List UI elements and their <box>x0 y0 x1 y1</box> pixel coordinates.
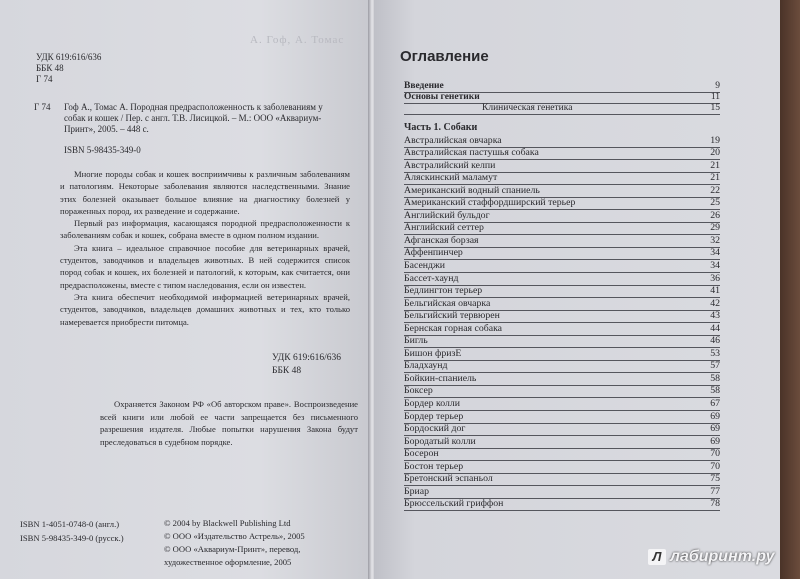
udk-line: УДК 619:616/636 <box>272 353 341 363</box>
left-page <box>0 0 372 579</box>
toc-entry-breed <box>404 474 720 487</box>
toc-entry-label: Аляскинский маламут <box>404 172 498 184</box>
toc-entry-label: Бладхаунд <box>404 360 448 372</box>
table-edge <box>780 0 800 579</box>
udk-line: УДК 619:616/636 <box>36 52 102 62</box>
toc-entry-breed <box>404 298 720 311</box>
toc-entry-page: 32 <box>710 234 720 246</box>
toc-entry-page: 34 <box>710 247 720 259</box>
watermark-text: лабиринт.ру <box>670 548 775 565</box>
copyright-list <box>164 517 305 569</box>
toc-entry-page: 36 <box>710 272 720 284</box>
toc-entry-page: 46 <box>710 335 720 347</box>
toc-entry-label: Английский сеттер <box>404 222 484 234</box>
bbk-line: ББК 48 <box>36 63 64 73</box>
toc-entry-breed <box>404 436 720 449</box>
toc-entry-label: Афганская борзая <box>404 234 479 246</box>
toc-entry-breed <box>404 336 720 349</box>
catalog-isbn: ISBN 5-98435-349-0 <box>64 145 141 155</box>
toc-entry-breed <box>404 148 720 161</box>
toc-entry-page: 77 <box>710 485 720 497</box>
abstract-paragraph: Первый раз информация, касающаяся породной предрасположенности к заболеваниям собак и кошек, собрана вместе в одном полном издании. <box>60 218 350 241</box>
toc-entry-breed <box>404 499 720 512</box>
toc-entry-page: 57 <box>710 360 720 372</box>
toc-entry-breed <box>404 273 720 286</box>
toc-entry-page: 41 <box>710 285 720 297</box>
toc-entry-label: Боксер <box>404 385 433 397</box>
toc-entry-breed <box>404 348 720 361</box>
isbn-russian: ISBN 5-98435-349-0 (русск.) <box>20 533 124 543</box>
toc-entry-page: 42 <box>710 297 720 309</box>
catalog-code: Г 74 <box>34 102 51 112</box>
toc-entry-label: Аффенпинчер <box>404 247 463 259</box>
toc-entry-breed <box>404 486 720 499</box>
toc-entry-page: 69 <box>710 435 720 447</box>
toc-part-title: Часть 1. Собаки <box>404 122 478 133</box>
toc-entry-page: 70 <box>710 460 720 472</box>
toc-entry-label: Бордер терьер <box>404 410 464 422</box>
toc-entry-clinical-genetics <box>404 104 720 115</box>
toc-entry-breed <box>404 373 720 386</box>
toc-entry-page: 11 <box>710 92 720 102</box>
abstract <box>60 168 350 328</box>
toc-entry-breed <box>404 198 720 211</box>
toc-entry-label: Американский водный спаниель <box>404 184 540 196</box>
toc-entry-label: Американский стаффордширский терьер <box>404 197 576 209</box>
toc-entry-label: Босерон <box>404 448 439 460</box>
toc-entry-label: Бигль <box>404 335 428 347</box>
toc-entry-label: Брюссельский гриффон <box>404 498 504 510</box>
toc-entry-breed <box>404 461 720 474</box>
copyright-line: © ООО «Аквариум-Принт», перевод, <box>164 544 301 554</box>
isbn-english: ISBN 1-4051-0748-0 (англ.) <box>20 519 120 529</box>
table-of-contents <box>404 82 720 511</box>
toc-entry-page: 75 <box>710 473 720 485</box>
toc-entry-label: Бельгийский тервюрен <box>404 310 500 322</box>
toc-entry-page: 58 <box>710 372 720 384</box>
isbn-list <box>20 517 124 545</box>
toc-entry-page: 78 <box>710 498 720 510</box>
labirint-logo-icon: Л <box>648 549 666 565</box>
toc-entry-breed <box>404 210 720 223</box>
copyright-paragraph: Охраняется Законом РФ «Об авторском праве». Воспроизведение всей книги или любой ее части запрещается без письменного разрешения издателя. Любые попытки нарушения Закона будут преследоваться в судебном порядке. <box>100 399 358 447</box>
toc-entry-page: 69 <box>710 423 720 435</box>
toc-entry-label: Английский бульдог <box>404 209 490 221</box>
toc-entry-page: 43 <box>710 310 720 322</box>
toc-entry-breed <box>404 286 720 299</box>
toc-entry-breed <box>404 398 720 411</box>
catalog-text: Гоф А., Томас А. Породная предрасположенность к заболеваниям у собак и кошек / Пер. с англ. Т.В. Лисицкой. – М.: ООО «Аквариум-Принт», 2005. – 448 с. <box>64 102 323 134</box>
toc-entry-breed <box>404 235 720 248</box>
breed-list <box>404 135 720 511</box>
toc-entry-label: Бордер колли <box>404 398 461 410</box>
toc-entry-breed <box>404 223 720 236</box>
toc-entry-breed <box>404 449 720 462</box>
copyright-line: художественное оформление, 2005 <box>164 557 292 567</box>
toc-entry-label: Бишон фризЕ <box>404 347 462 359</box>
toc-entry-breed <box>404 323 720 336</box>
bbk-line: ББК 48 <box>272 366 302 376</box>
watermark <box>648 548 774 566</box>
toc-entry-label: Бассет-хаунд <box>404 272 459 284</box>
toc-entry-breed <box>404 386 720 399</box>
toc-entry-breed <box>404 311 720 324</box>
copyright-note <box>100 398 358 448</box>
toc-entry-page: 21 <box>710 159 720 171</box>
udk-block-bottom <box>272 352 341 378</box>
toc-entry-label: Бедлингтон терьер <box>404 285 483 297</box>
toc-entry-page: 70 <box>710 448 720 460</box>
toc-entry-breed <box>404 361 720 374</box>
toc-entry-page: 15 <box>710 103 720 113</box>
udk-block <box>36 52 101 85</box>
toc-entry-breed <box>404 424 720 437</box>
toc-entry-page: 19 <box>710 134 720 146</box>
catalog-entry <box>34 102 334 156</box>
toc-entry-page: 21 <box>710 172 720 184</box>
toc-entry-page: 9 <box>715 81 720 91</box>
toc-entry-breed <box>404 185 720 198</box>
toc-entry-label: Бретонский эспаньол <box>404 473 493 485</box>
toc-entry-label: Бостон терьер <box>404 460 464 472</box>
toc-entry-label: Клиническая генетика <box>482 103 573 113</box>
toc-entry-page: 67 <box>710 398 720 410</box>
toc-title: Оглавление <box>400 48 489 65</box>
toc-entry-label: Бородатый колли <box>404 435 476 447</box>
copyright-line: © ООО «Издательство Астрель», 2005 <box>164 531 305 541</box>
toc-entry-label: Бернская горная собака <box>404 322 503 334</box>
toc-entry-label: Бельгийская овчарка <box>404 297 491 309</box>
copyright-line: © 2004 by Blackwell Publishing Ltd <box>164 518 291 528</box>
toc-entry-page: 29 <box>710 222 720 234</box>
toc-entry-page: 25 <box>710 197 720 209</box>
toc-entry-breed <box>404 173 720 186</box>
toc-entry-page: 58 <box>710 385 720 397</box>
toc-entry-label: Австралийская пастушья собака <box>404 147 539 159</box>
ghost-header: А. Гоф, А. Томас <box>250 34 345 46</box>
toc-entry-page: 69 <box>710 410 720 422</box>
toc-entry-label: Бойкин-спаниель <box>404 372 477 384</box>
toc-entry-label: Бриар <box>404 485 430 497</box>
toc-entry-breed <box>404 248 720 261</box>
toc-entry-label: Основы генетики <box>404 92 480 102</box>
toc-entry-breed <box>404 260 720 273</box>
abstract-paragraph: Эта книга – идеальное справочное пособие для ветеринарных врачей, студентов, заводчиков и владельцев животных. В ней содержится список пород собак и кошек, их болезней и патологий, к которым, как считается, они предрасположены, вместе с типом наследования, если он известен. <box>60 242 350 290</box>
toc-entry-page: 26 <box>710 209 720 221</box>
toc-entry-breed <box>404 160 720 173</box>
toc-entry-label: Введение <box>404 81 444 91</box>
abstract-paragraph: Многие породы собак и кошек восприимчивы к различным заболеваниям и патологиям. Некоторые заболевания являются наследственными. Знание этих болезней оказывает большое влияние на диагностику болезней у пораженных пород, их разведение и содержание. <box>60 169 350 216</box>
toc-entry-label: Басенджи <box>404 260 446 272</box>
toc-entry-page: 22 <box>710 184 720 196</box>
abstract-paragraph: Эта книга обеспечит необходимой информацией ветеринарных врачей, студентов, заводчиков, владельцев домашних животных и тех, кто только намеревается приобрести питомца. <box>60 291 350 327</box>
toc-entry-page: 53 <box>710 347 720 359</box>
author-code-line: Г 74 <box>36 74 53 84</box>
toc-entry-breed <box>404 411 720 424</box>
toc-entry-page: 34 <box>710 260 720 272</box>
toc-entry-page: 20 <box>710 147 720 159</box>
toc-entry-label: Австралийская овчарка <box>404 134 502 146</box>
toc-entry-breed <box>404 135 720 148</box>
toc-entry-page: 44 <box>710 322 720 334</box>
toc-entry-label: Австралийский келпи <box>404 159 496 171</box>
toc-entry-label: Бордоский дог <box>404 423 466 435</box>
